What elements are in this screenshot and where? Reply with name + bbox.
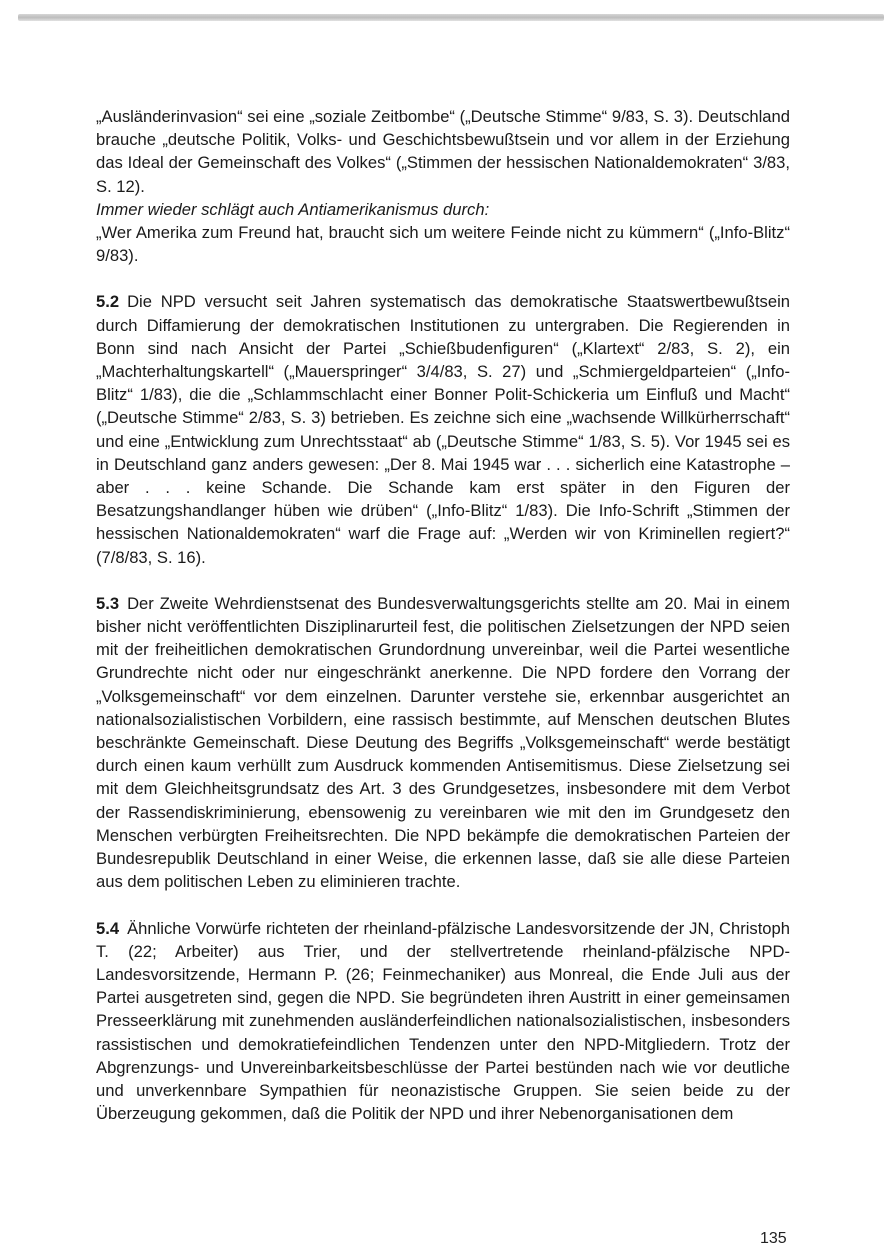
section-text: Der Zweite Wehrdienstsenat des Bundesverwaltungsgerichts stellte am 20. Mai in einem bisher nicht veröffentlichten Disziplinarurteil fest, die politischen Zielsetzungen der NPD seien mit der freiheitlichen demokratischen Grundordnung unvereinbar, weil die Partei wesentliche Grundrechte nicht oder nur eingeschränkt anerkenne. Die NPD fordere den Vorrang der „Volksgemeinschaft“ vor dem einzelnen. Darunter verstehe sie, erkennbar ausgerichtet an nationalsozialistischen Vorbildern, eine rassisch bestimmte, auf Menschen deutschen Blutes beschränkte Gemeinschaft. Diese Deutung des Begriffs „Volksgemeinschaft“ werde bestätigt durch einen kaum verhüllt zum Ausdruck kommenden Antisemitismus. Diese Zielsetzung sei mit dem Gleichheitsgrundsatz des Art. 3 des Grundgesetzes, insbesondere mit dem Verbot der Rassendiskriminierung, ebensowenig zu vereinbaren wie mit den im Grundgesetz den Menschen verbürgten Freiheitsrechten. Die NPD bekämpfe die demokratischen Parteien der Bundesrepublik Deutschland in einer Weise, die erkennen lasse, daß sie alle diese Parteien aus dem politischen Leben zu eliminieren trachte. (96, 593, 790, 892)
intro-italic-line: Immer wieder schlägt auch Antiamerikanismus durch: (96, 199, 490, 219)
section-number: 5.2 (96, 292, 120, 312)
section-number: 5.3 (96, 593, 120, 613)
section-number: 5.4 (96, 918, 120, 938)
section-5-3 (96, 592, 790, 894)
section-text: Die NPD versucht seit Jahren systematisch das demokratische Staatswertbewußtsein durch Diffamierung der demokratischen Institutionen zu untergraben. Die Regierenden in Bonn sind nach Ansicht der Partei „Schießbudenfiguren“ („Klartext“ 2/83, S. 2), ein „Machterhaltungskartell“ („Mauerspringer“ 3/4/83, S. 27) und „Schmiergeldparteien“ („Info-Blitz“ 1/83), die die „Schlammschlacht einer Bonner Polit-Schickeria um Einfluß und Macht“ („Deutsche Stimme“ 2/83, S. 3) betrieben. Es zeichne sich eine „wachsende Willkürherrschaft“ und eine „Entwicklung zum Unrechtsstaat“ ab („Deutsche Stimme“ 1/83, S. 5). Vor 1945 sei es in Deutschland ganz anders gewesen: „Der 8. Mai 1945 war . . . sicherlich eine Katastrophe – aber . . . keine Schande. Die Schande kam erst später in den Figuren der Besatzungshandlanger hüben wie drüben“ („Info-Blitz“ 1/83). Die Info-Schrift „Stimmen der hessischen Nationaldemokraten“ warf die Frage auf: „Werden wir von Kriminellen regiert?“ (7/8/83, S. 16). (96, 292, 790, 567)
top-scan-rule (18, 14, 884, 21)
intro-block (96, 105, 790, 267)
intro-quote: „Wer Amerika zum Freund hat, braucht sich um weitere Feinde nicht zu kümmern“ („Info-Blitz“ 9/83). (96, 223, 790, 266)
page-body (96, 105, 790, 1125)
page-number: 135 (760, 1230, 787, 1247)
section-5-4 (96, 917, 790, 1126)
section-text: Ähnliche Vorwürfe richteten der rheinland-pfälzische Landesvorsitzende der JN, Christoph T. (22; Arbeiter) aus Trier, und der stellvertretende rheinland-pfälzische NPD-Landesvorsitzende, Hermann P. (26; Feinmechaniker) aus Monreal, die Ende Juli aus der Partei ausgetreten sind, gegen die NPD. Sie begründeten ihren Austritt in einer gemeinsamen Presseerklärung mit zunehmenden ausländerfeindlichen nationalsozialistischen, insbesonders rassistischen und demokratiefeindlichen Tendenzen unter den NPD-Mitgliedern. Trotz der Abgrenzungs- und Unvereinbarkeitsbeschlüsse der Partei bestünden nach wie vor deutliche und unverkennbare Sympathien für neonazistische Gruppen. Sie seien beide zu der Überzeugung gekommen, daß die Politik der NPD und ihrer Nebenorganisationen dem (96, 918, 790, 1124)
section-5-2 (96, 290, 790, 568)
intro-paragraph: „Ausländerinvasion“ sei eine „soziale Zeitbombe“ („Deutsche Stimme“ 9/83, S. 3). Deutschland brauche „deutsche Politik, Volks- und Geschichtsbewußtsein und vor allem in der Erziehung das Ideal der Gemeinschaft des Volkes“ („Stimmen der hessischen Nationaldemokraten“ 3/83, S. 12). (96, 107, 790, 196)
